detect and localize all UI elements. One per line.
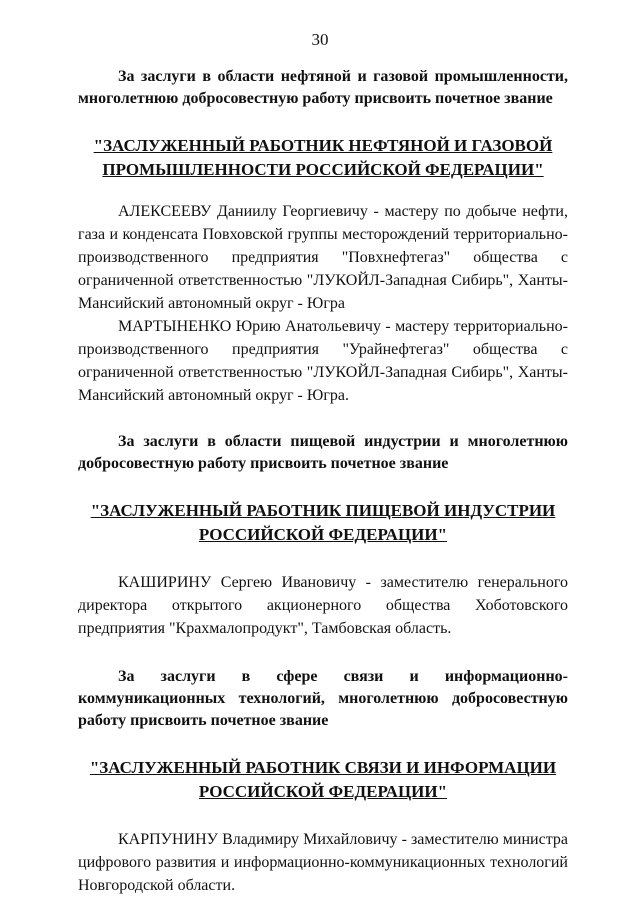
honorary-title-line: РОССИЙСКОЙ ФЕДЕРАЦИИ" (198, 782, 448, 801)
honorary-title-line: "ЗАСЛУЖЕННЫЙ РАБОТНИК СВЯЗИ И ИНФОРМАЦИИ (89, 758, 557, 777)
awardee-entry: МАРТЫНЕНКО Юрию Анатольевичу - мастеру территориально-производственного предприятия "Урайнефтегаз" общества с ограниченной ответственностью "ЛУКОЙЛ-Западная Сибирь", Ханты-Мансийский автономный округ - Югра. (78, 318, 568, 404)
awardee-entry: АЛЕКСЕЕВУ Даниилу Георгиевичу - мастеру по добыче нефти, газа и конденсата Повховской группы месторождений территориально-производственного предприятия "Повхнефтегаз" общества с ограниченной ответственностью "ЛУКОЙЛ-Западная Сибирь", Ханты-Мансийский автономный округ - Югра (78, 203, 568, 312)
document-body (78, 66, 568, 897)
section-intro-food-industry: За заслуги в области пищевой индустрии и многолетнюю добросовестную работу присвоить почетное звание (78, 433, 568, 472)
honorary-title-communications (78, 756, 568, 804)
section-intro-oil-gas: За заслуги в области нефтяной и газовой промышленности, многолетнюю добросовестную работу присвоить почетное звание (78, 68, 568, 107)
section-intro-communications: За заслуги в сфере связи и информационно-коммуникационных технологий, многолетнюю добросовестную работу присвоить почетное звание (78, 668, 568, 729)
honorary-title-line: РОССИЙСКОЙ ФЕДЕРАЦИИ" (198, 525, 448, 544)
awardee-entry: КАШИРИНУ Сергею Ивановичу - заместителю генерального директора открытого акционерного общества Хоботовского предприятия "Крахмалопродукт", Тамбовская область. (78, 574, 568, 637)
page-number: 30 (311, 30, 329, 49)
honorary-title-line: "ЗАСЛУЖЕННЫЙ РАБОТНИК ПИЩЕВОЙ ИНДУСТРИИ (90, 501, 556, 520)
awardee-entry: КАРПУНИНУ Владимиру Михайловичу - заместителю министра цифрового развития и информационно-коммуникационных технологий Новгородской области. (78, 831, 568, 894)
honorary-title-line: "ЗАСЛУЖЕННЫЙ РАБОТНИК НЕФТЯНОЙ И ГАЗОВОЙ (93, 136, 553, 155)
honorary-title-oil-gas (78, 134, 568, 182)
honorary-title-line: ПРОМЫШЛЕННОСТИ РОССИЙСКОЙ ФЕДЕРАЦИИ" (102, 160, 544, 179)
honorary-title-food-industry (78, 499, 568, 547)
